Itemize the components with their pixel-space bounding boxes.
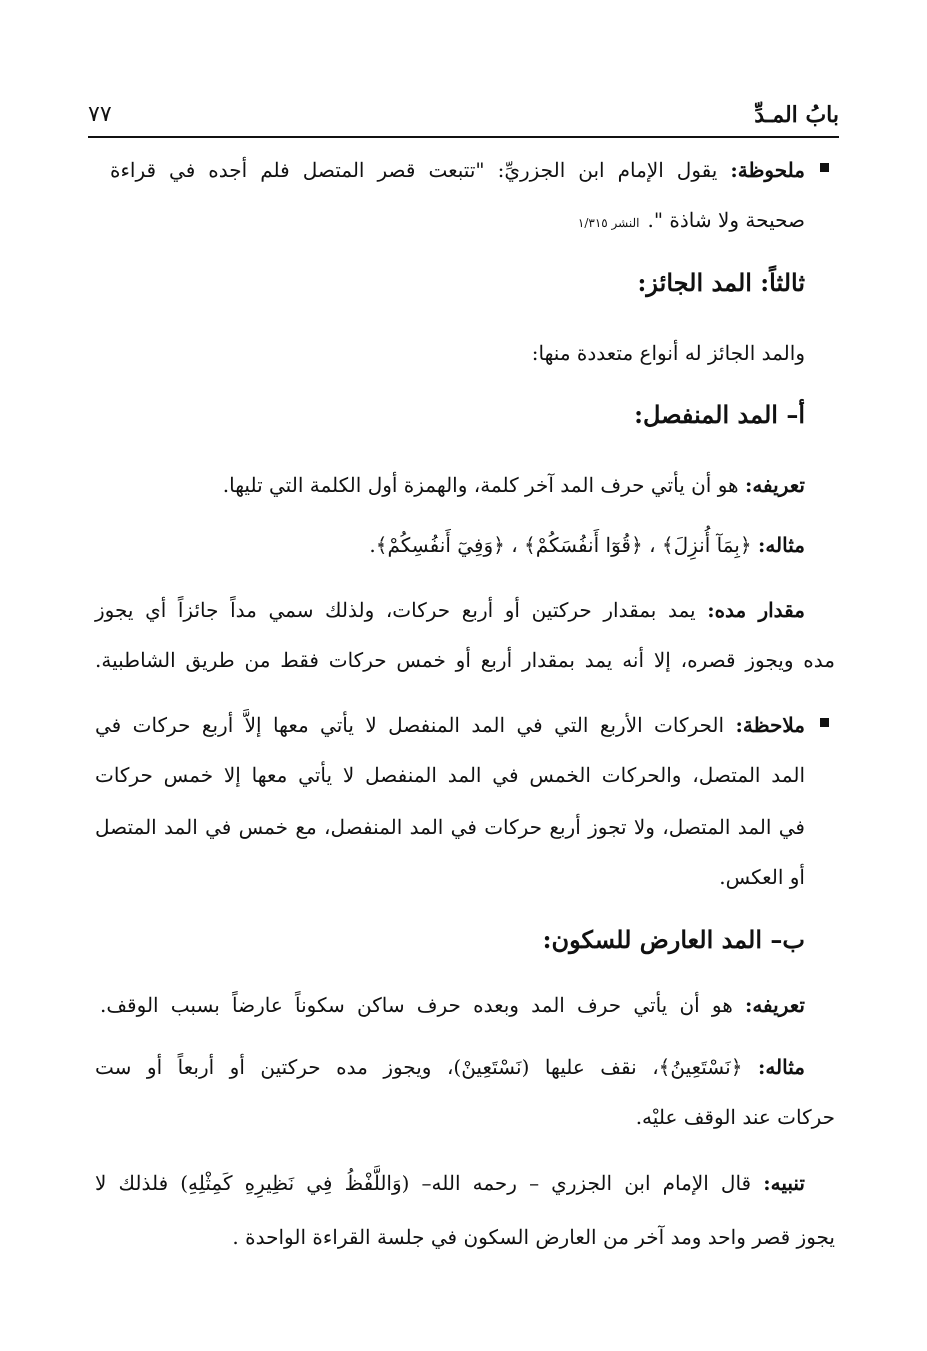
bullet-icon <box>820 163 829 172</box>
def-a-text: هو أن يأتي حرف المد آخر كلمة، والهمزة أول الكلمة التي تليها. <box>222 473 745 497</box>
def-b-text: هو أن يأتي حرف المد وبعده حرف ساكن سكوناً عارضاً بسبب الوقف. <box>100 993 745 1017</box>
note1-text1: يقول الإمام ابن الجزريِّ: "تتبعت قصر المتصل فلم أجده في قراءة <box>110 158 731 182</box>
amount-a-line1 <box>95 595 805 625</box>
notice-line2: يجوز قصر واحد ومد آخر من العارض السكون في جلسة القراءة الواحدة . <box>232 1225 835 1249</box>
note2-line1 <box>95 710 805 740</box>
note1-source: النشر ١/٣١٥ <box>577 216 640 230</box>
example-a-label: مثاله: <box>757 533 805 557</box>
note2-line2: المد المتصل، والحركات الخمس في المد المنفصل لا يأتي معها إلا خمس حركات <box>95 763 805 787</box>
amount-a-line2: مده ويجوز قصره، إلا أنه يمد بمقدار أربع أو خمس حركات فقط من طريق الشاطبية. <box>95 648 835 672</box>
example-a-text: ﴿بِمَآ أُنزِلَ﴾ ، ﴿قُوٓا أَنفُسَكُمْ﴾ ، ﴿وَفِيٓ أَنفُسِكُمْ﴾. <box>369 533 758 557</box>
def-b-label: تعريفه: <box>744 993 805 1017</box>
note1-label: ملحوظة: <box>730 158 805 182</box>
note2-line4: أو العكس. <box>719 865 805 889</box>
note1-line1 <box>110 155 805 185</box>
chapter-title: بابُ المـدِّ <box>754 102 839 128</box>
amount-a-text1: يمد بمقدار حركتين أو أربع حركات، ولذلك سمي مداً جائزاً أي يجوز <box>95 598 708 622</box>
note2-text1: الحركات الأربع التي في المد المنفصل لا يأتي معها إلاَّ أربع حركات في <box>95 713 736 737</box>
page-number: ٧٧ <box>88 102 112 127</box>
notice-line1 <box>95 1168 805 1198</box>
note2-line3: في المد المتصل، ولا تجوز أربع حركات في المد المنفصل، مع خمس في المد المتصل <box>95 815 805 839</box>
notice-text1: قال الإمام ابن الجزري – رحمه الله– (وَاللَّفْظُ فِي نَظِيرِهِ كَمِثْلِهِ) فلذلك لا <box>95 1171 764 1195</box>
sub-a-title: أ– المد المنفصل: <box>634 400 805 429</box>
def-a-label: تعريفه: <box>744 473 805 497</box>
example-b-line2: حركات عند الوقف عليْه. <box>635 1105 835 1129</box>
bullet-icon <box>820 718 829 727</box>
section3-title: ثالثاً: المد الجائز: <box>637 268 805 297</box>
def-b-line <box>100 990 805 1020</box>
page-header <box>88 100 839 136</box>
example-b-label: مثاله: <box>757 1055 805 1079</box>
amount-a-label: مقدار مده: <box>707 598 806 622</box>
section3-intro: والمد الجائز له أنواع متعددة منها: <box>531 341 805 365</box>
note1-text2: صحيحة ولا شاذة ". <box>647 208 805 232</box>
note1-line2 <box>578 205 805 238</box>
sub-b-title: ب– المد العارض للسكون: <box>542 925 805 954</box>
example-b-text1: ﴿نَسْتَعِينُ﴾، نقف عليها (نَسْتَعِينْ)، ويجوز مده حركتين أو أربعاً أو ست <box>95 1055 758 1079</box>
notice-label: تنبيه: <box>763 1171 805 1195</box>
def-a-line <box>223 470 805 500</box>
example-a-line <box>369 530 805 560</box>
header-rule <box>88 136 839 138</box>
example-b-line1 <box>95 1052 805 1082</box>
note2-label: ملاحظة: <box>735 713 805 737</box>
